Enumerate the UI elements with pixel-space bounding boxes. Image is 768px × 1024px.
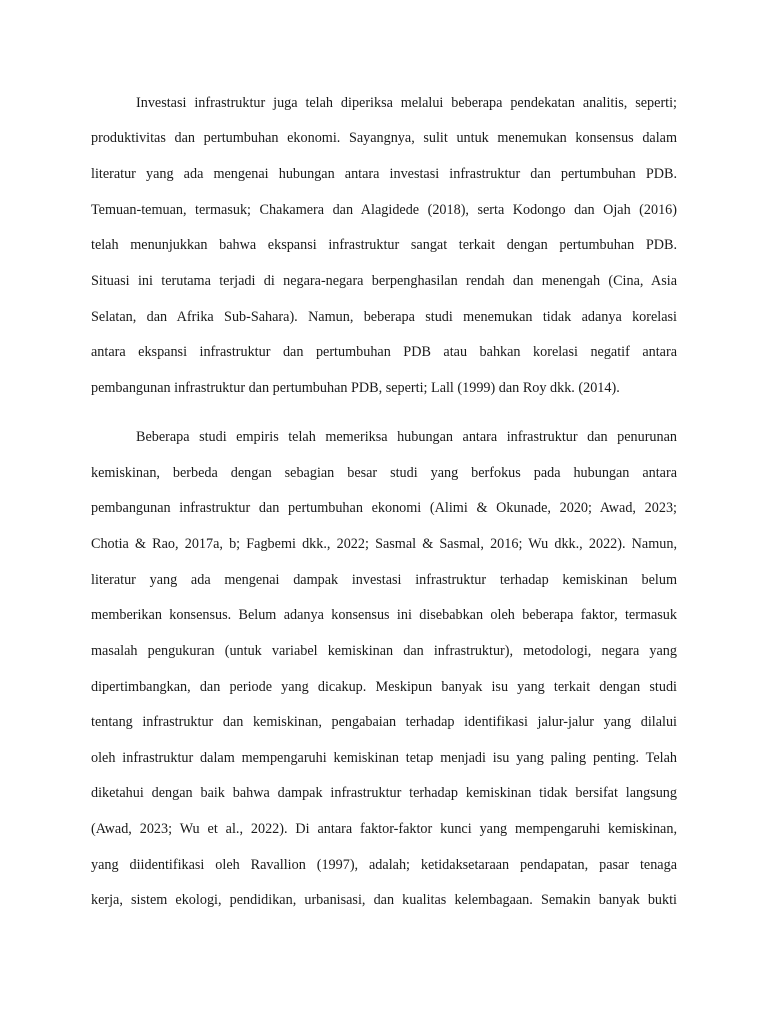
- text-line: kemiskinan, berbeda dengan sebagian besar studi yang berfokus pada hubungan antara: [91, 465, 677, 481]
- text-line: dipertimbangkan, dan periode yang dicakup. Meskipun banyak isu yang terkait dengan studi: [91, 679, 677, 695]
- text-line: Investasi infrastruktur juga telah diperiksa melalui beberapa pendekatan analitis, seperti;: [136, 95, 677, 111]
- text-line: Selatan, dan Afrika Sub-Sahara). Namun, beberapa studi menemukan tidak adanya korelasi: [91, 309, 677, 325]
- text-line: (Awad, 2023; Wu et al., 2022). Di antara faktor-faktor kunci yang mempengaruhi kemiskinan,: [91, 821, 677, 837]
- text-line: yang diidentifikasi oleh Ravallion (1997), adalah; ketidaksetaraan pendapatan, pasar tenaga: [91, 857, 677, 873]
- text-line: diketahui dengan baik bahwa dampak infrastruktur terhadap kemiskinan tidak bersifat langsung: [91, 785, 677, 801]
- text-line: pembangunan infrastruktur dan pertumbuhan ekonomi (Alimi & Okunade, 2020; Awad, 2023;: [91, 500, 677, 516]
- text-line: kerja, sistem ekologi, pendidikan, urbanisasi, dan kualitas kelembagaan. Semakin banyak bukti: [91, 892, 677, 908]
- text-line: Chotia & Rao, 2017a, b; Fagbemi dkk., 2022; Sasmal & Sasmal, 2016; Wu dkk., 2022). Namun,: [91, 536, 677, 552]
- text-line: memberikan konsensus. Belum adanya konsensus ini disebabkan oleh beberapa faktor, termasuk: [91, 607, 677, 623]
- text-line: produktivitas dan pertumbuhan ekonomi. Sayangnya, sulit untuk menemukan konsensus dalam: [91, 130, 677, 146]
- text-line: tentang infrastruktur dan kemiskinan, pengabaian terhadap identifikasi jalur-jalur yang dilalui: [91, 714, 677, 730]
- text-line: pembangunan infrastruktur dan pertumbuhan PDB, seperti; Lall (1999) dan Roy dkk. (2014).: [91, 380, 620, 396]
- text-line: literatur yang ada mengenai dampak investasi infrastruktur terhadap kemiskinan belum: [91, 572, 677, 588]
- text-line: masalah pengukuran (untuk variabel kemiskinan dan infrastruktur), metodologi, negara yang: [91, 643, 677, 659]
- text-line: Situasi ini terutama terjadi di negara-negara berpenghasilan rendah dan menengah (Cina, Asia: [91, 273, 677, 289]
- text-line: telah menunjukkan bahwa ekspansi infrastruktur sangat terkait dengan pertumbuhan PDB.: [91, 237, 677, 253]
- text-line: Beberapa studi empiris telah memeriksa hubungan antara infrastruktur dan penurunan: [136, 429, 677, 445]
- text-line: Temuan-temuan, termasuk; Chakamera dan Alagidede (2018), serta Kodongo dan Ojah (2016): [91, 202, 677, 218]
- text-line: oleh infrastruktur dalam mempengaruhi kemiskinan tetap menjadi isu yang paling penting. Telah: [91, 750, 677, 766]
- text-line: antara ekspansi infrastruktur dan pertumbuhan PDB atau bahkan korelasi negatif antara: [91, 344, 677, 360]
- text-line: literatur yang ada mengenai hubungan antara investasi infrastruktur dan pertumbuhan PDB.: [91, 166, 677, 182]
